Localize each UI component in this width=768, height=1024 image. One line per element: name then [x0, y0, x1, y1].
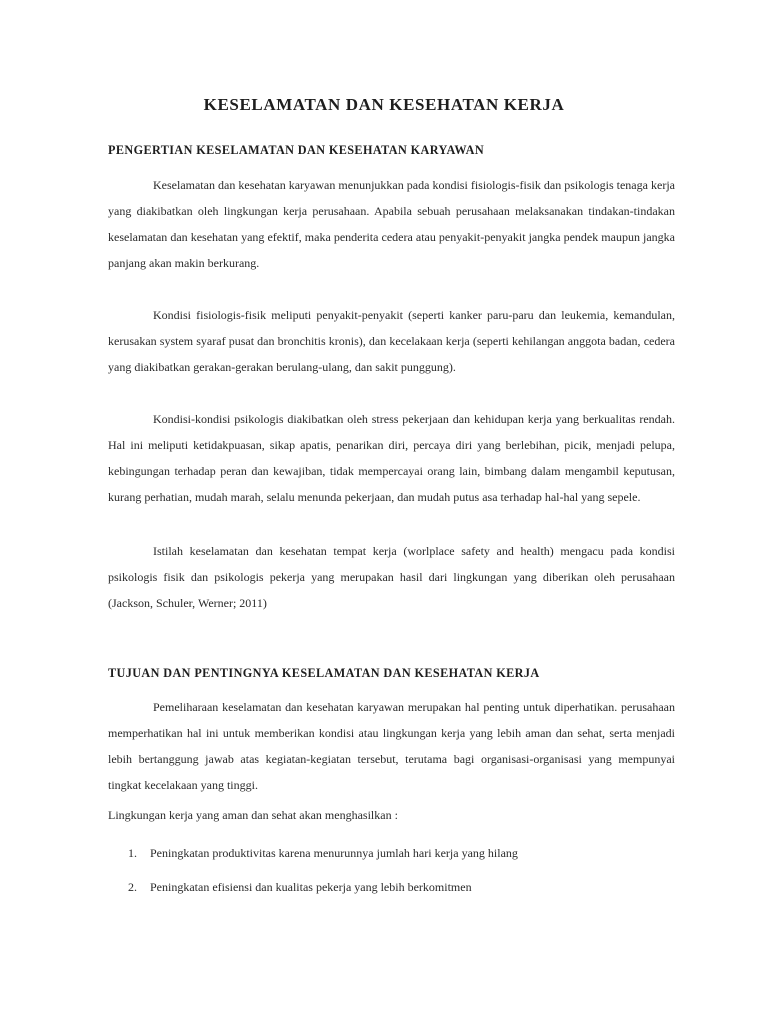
list-number: 1.	[128, 846, 137, 860]
section-heading-pengertian: PENGERTIAN KESELAMATAN DAN KESEHATAN KARYAWAN	[108, 143, 485, 157]
paragraph: Kondisi fisiologis-fisik meliputi penyakit-penyakit (seperti kanker paru-paru dan leukemia, kemandulan, kerusakan system syaraf pusat dan bronchitis kronis), dan kecelakaan kerja (seperti kehilangan anggota badan, cedera yang diakibatkan gerakan-gerakan berulang-ulang, dan sakit punggung).	[108, 308, 675, 374]
list-item	[128, 843, 518, 863]
document-title: KESELAMATAN DAN KESEHATAN KERJA	[203, 95, 565, 114]
paragraph: Keselamatan dan kesehatan karyawan menunjukkan pada kondisi fisiologis-fisik dan psikologis tenaga kerja yang diakibatkan oleh lingkungan kerja perusahaan. Apabila sebuah perusahaan melaksanakan tindakan-tindakan keselamatan dan kesehatan yang efektif, maka penderita cedera atau penyakit-penyakit jangka pendek maupun jangka panjang akan makin berkurang.	[108, 178, 675, 270]
section-heading-tujuan: TUJUAN DAN PENTINGNYA KESELAMATAN DAN KESEHATAN KERJA	[108, 666, 540, 680]
list-text: Peningkatan produktivitas karena menurunnya jumlah hari kerja yang hilang	[150, 846, 518, 860]
list-item	[128, 877, 472, 897]
list-intro: Lingkungan kerja yang aman dan sehat akan menghasilkan :	[108, 808, 398, 822]
paragraph: Istilah keselamatan dan kesehatan tempat kerja (worlplace safety and health) mengacu pada kondisi psikologis fisik dan psikologis pekerja yang merupakan hasil dari lingkungan yang diberikan oleh perusahaan (Jackson, Schuler, Werner; 2011)	[108, 544, 675, 610]
paragraph: Pemeliharaan keselamatan dan kesehatan karyawan merupakan hal penting untuk diperhatikan. perusahaan memperhatikan hal ini untuk memberikan kondisi atau lingkungan kerja yang lebih aman dan sehat, serta menjadi lebih bertanggung jawab atas kegiatan-kegiatan tersebut, terutama bagi organisasi-organisasi yang mempunyai tingkat kecelakaan yang tinggi.	[108, 700, 675, 792]
list-number: 2.	[128, 880, 137, 894]
list-text: Peningkatan efisiensi dan kualitas pekerja yang lebih berkomitmen	[150, 880, 472, 894]
paragraph: Kondisi-kondisi psikologis diakibatkan oleh stress pekerjaan dan kehidupan kerja yang berkualitas rendah. Hal ini meliputi ketidakpuasan, sikap apatis, penarikan diri, percaya diri yang berlebihan, picik, menjadi pelupa, kebingungan terhadap peran dan kewajiban, tidak mempercayai orang lain, bimbang dalam mengambil keputusan, kurang perhatian, mudah marah, selalu menunda pekerjaan, dan mudah putus asa terhadap hal-hal yang sepele.	[108, 412, 675, 504]
